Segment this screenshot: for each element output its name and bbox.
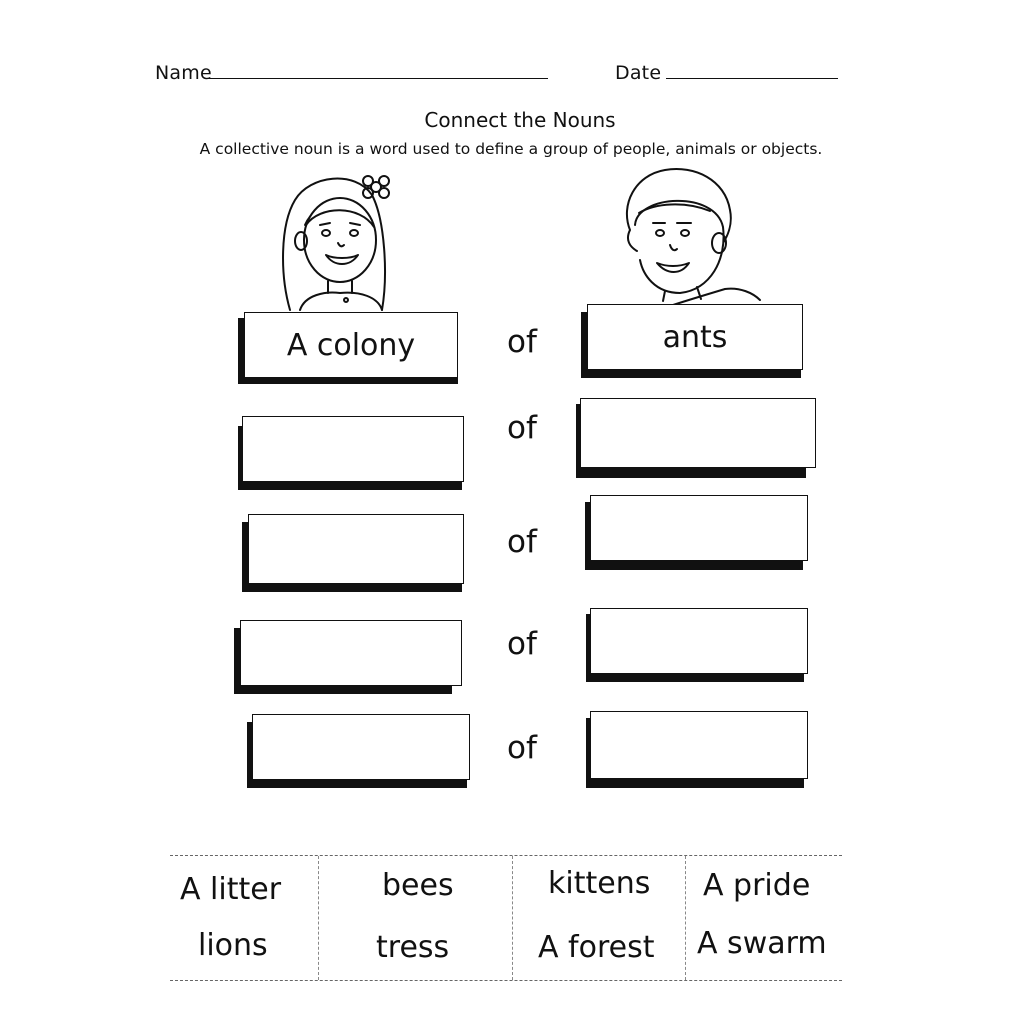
word-card[interactable]: kittens (548, 866, 651, 901)
connector-of: of (507, 324, 537, 360)
word-card[interactable]: A litter (180, 872, 282, 907)
word-card[interactable]: tress (376, 930, 450, 965)
word-card[interactable]: A forest (538, 930, 655, 965)
left-box-3[interactable] (248, 514, 464, 584)
word-bank-divider (685, 856, 686, 980)
word-bank (170, 855, 842, 981)
left-box-4[interactable] (240, 620, 462, 686)
word-card[interactable]: bees (382, 868, 454, 903)
name-label: Name (155, 62, 212, 84)
connector-of: of (507, 730, 537, 766)
right-box-3[interactable] (590, 495, 808, 561)
left-box-2[interactable] (242, 416, 464, 482)
word-card[interactable]: lions (198, 928, 268, 963)
name-line[interactable] (208, 78, 548, 79)
left-box-1[interactable]: A colony (244, 312, 458, 378)
word-card[interactable]: A swarm (697, 926, 827, 961)
worksheet-subtitle: A collective noun is a word used to define a group of people, animals or objects. (199, 140, 823, 158)
word-bank-divider (318, 856, 319, 980)
connector-of: of (507, 626, 537, 662)
left-box-5[interactable] (252, 714, 470, 780)
right-box-4[interactable] (590, 608, 808, 674)
boy-illustration (615, 165, 765, 310)
connector-of: of (507, 524, 537, 560)
date-label: Date (615, 62, 662, 84)
connector-of: of (507, 410, 537, 446)
right-box-5[interactable] (590, 711, 808, 779)
right-box-2[interactable] (580, 398, 816, 468)
word-card[interactable]: A pride (703, 868, 811, 903)
date-line[interactable] (666, 78, 838, 79)
right-box-1[interactable]: ants (587, 304, 803, 370)
word-bank-divider (512, 856, 513, 980)
worksheet-title: Connect the Nouns (424, 108, 616, 132)
girl-illustration (270, 165, 405, 315)
